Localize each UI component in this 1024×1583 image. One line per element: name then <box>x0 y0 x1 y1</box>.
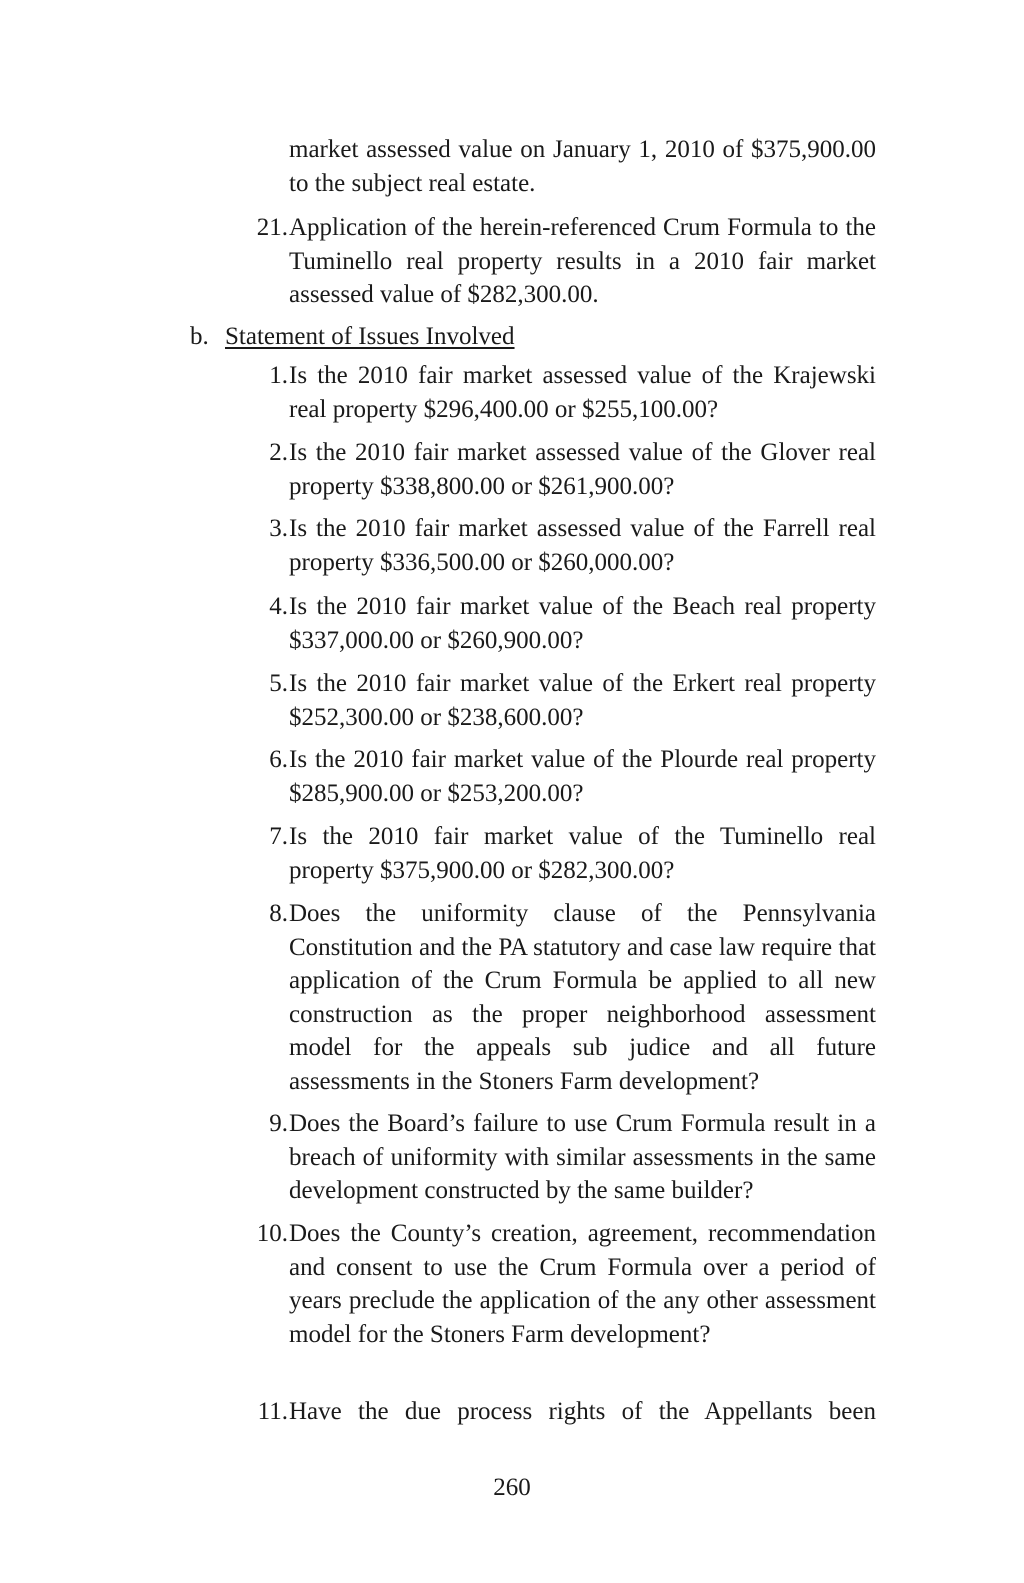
issue-number: 2. <box>269 439 288 466</box>
issue-text: Is the 2010 fair market assessed value of the Krajewski real property $296,400.00 or $255,100.00? <box>289 362 876 423</box>
issue-text: Is the 2010 fair market value of the Beach real property $337,000.00 or $260,900.00? <box>289 593 876 654</box>
issue-number: 4. <box>269 593 288 620</box>
finding-21-number: 21. <box>256 214 288 241</box>
finding-21-text: Application of the herein-referenced Crum Formula to the Tuminello real property results in a 2010 fair market assessed value of $282,300.00. <box>289 214 876 308</box>
issue-number: 3. <box>269 515 288 542</box>
issue-text: Does the uniformity clause of the Pennsylvania Constitution and the PA statutory and case law require that application of the Crum Formula be applied to all new construction as the proper neighborhood assessment model for the appeals sub judice and all future assessments in the Stoners Farm development? <box>289 900 876 1095</box>
issue-text: Is the 2010 fair market value of the Plourde real property $285,900.00 or $253,200.00? <box>289 746 876 807</box>
page-number: 260 <box>493 1474 531 1501</box>
issue-text: Is the 2010 fair market value of the Tuminello real property $375,900.00 or $282,300.00? <box>289 823 876 884</box>
section-heading <box>190 320 890 354</box>
issue-number: 5. <box>269 670 288 697</box>
issue-number: 1. <box>269 362 288 389</box>
issue-text: Have the due process rights of the Appellants been <box>289 1398 876 1425</box>
issue-number: 10. <box>256 1220 288 1247</box>
issue-number: 6. <box>269 746 288 773</box>
issue-number: 8. <box>269 900 288 927</box>
issue-number: 9. <box>269 1110 288 1137</box>
issue-text: Is the 2010 fair market assessed value of the Farrell real property $336,500.00 or $260,000.00? <box>289 515 876 576</box>
issue-text: Does the County’s creation, agreement, recommendation and consent to use the Crum Formula over a period of years preclude the application of the any other assessment model for the Stoners Farm development? <box>289 1220 876 1348</box>
section-title: Statement of Issues Involved <box>225 323 515 350</box>
issue-text: Does the Board’s failure to use Crum Formula result in a breach of uniformity with similar assessments in the same development constructed by the same builder? <box>289 1110 876 1204</box>
continuation-text: market assessed value on January 1, 2010 of $375,900.00 to the subject real estate. <box>289 136 876 197</box>
issue-number: 7. <box>269 823 288 850</box>
issue-text: Is the 2010 fair market value of the Erkert real property $252,300.00 or $238,600.00? <box>289 670 876 731</box>
issue-text: Is the 2010 fair market assessed value of the Glover real property $338,800.00 or $261,900.00? <box>289 439 876 500</box>
issue-number: 11. <box>257 1398 288 1425</box>
section-letter: b. <box>190 323 209 350</box>
